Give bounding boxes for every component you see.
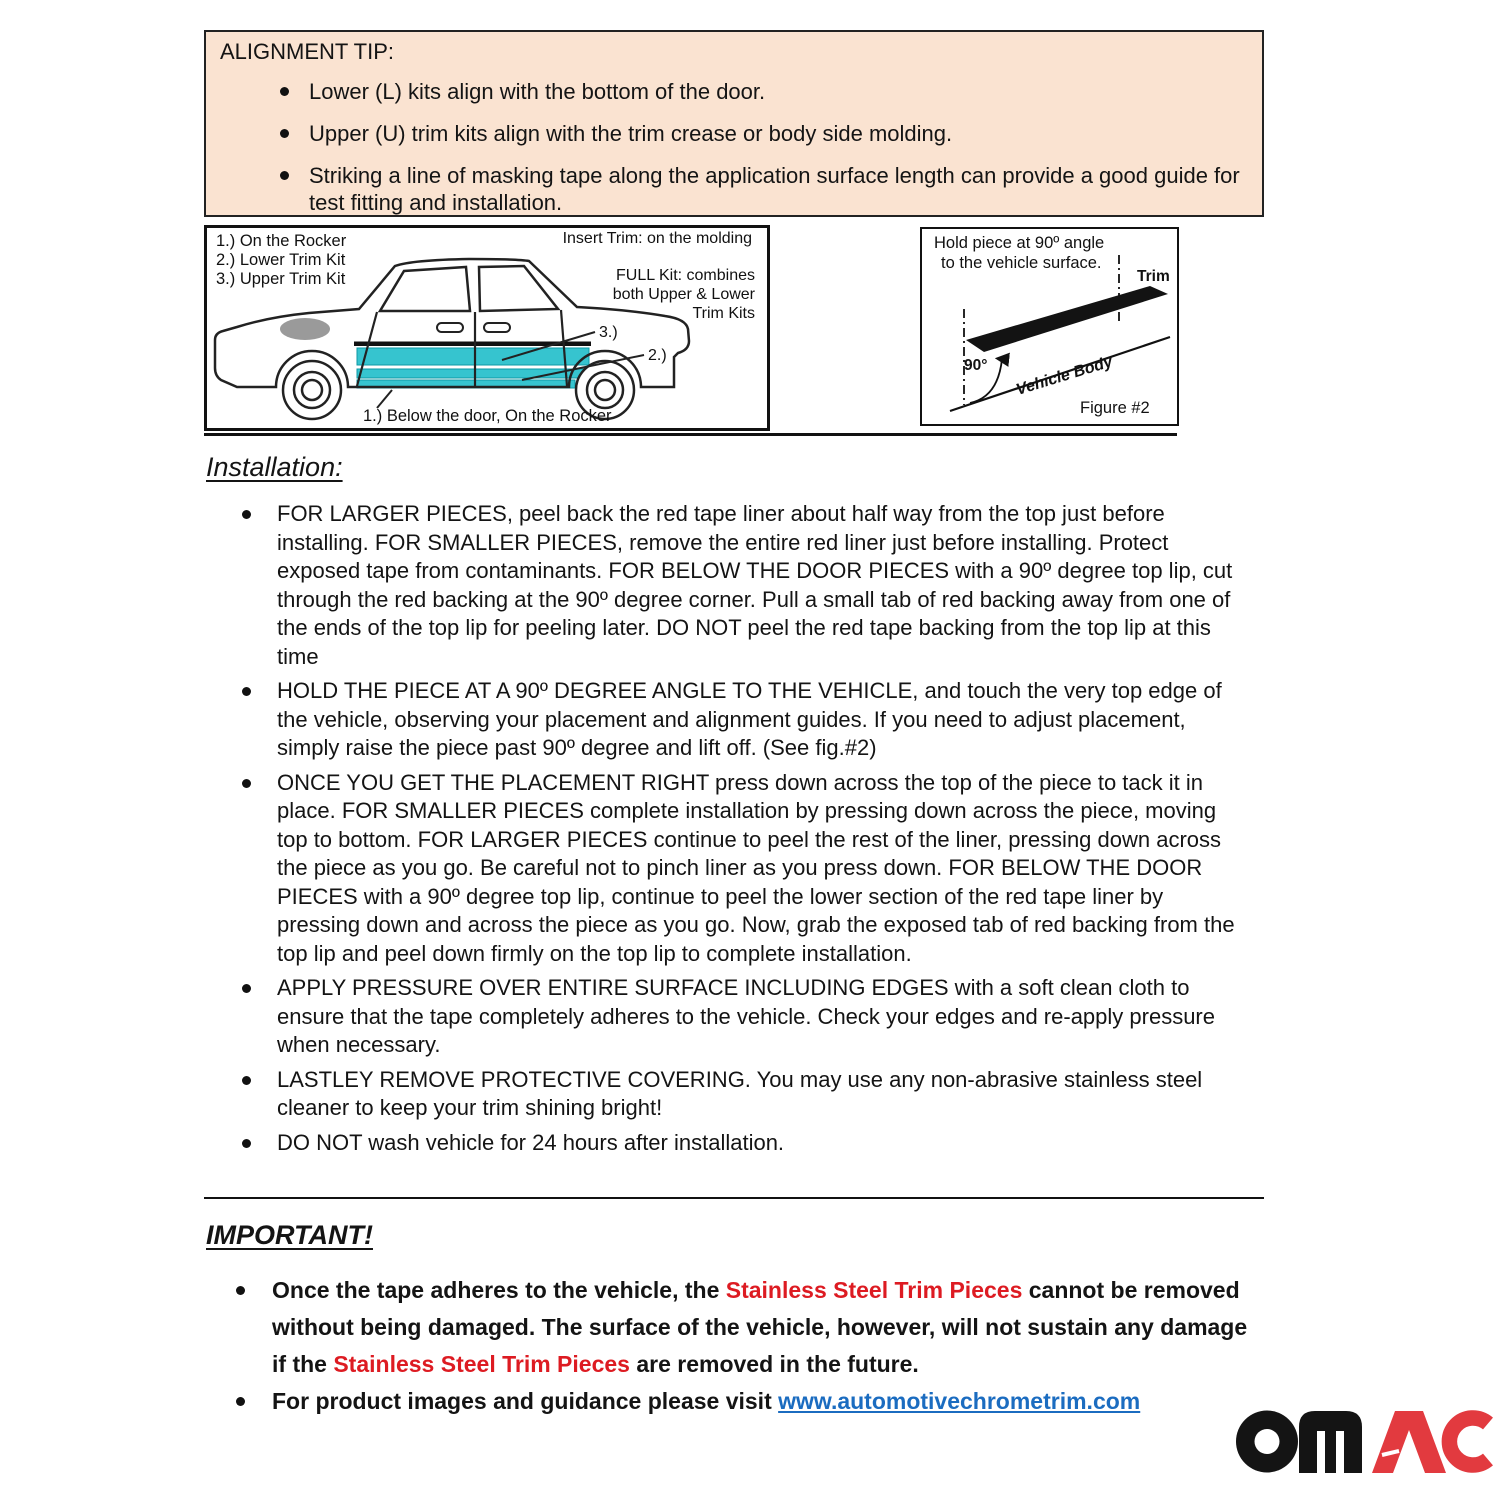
fender-mark [280,318,330,340]
figures-bottom-rule [204,433,1177,436]
installation-step: FOR LARGER PIECES, peel back the red tape liner about half way from the top just before installing. FOR SMALLER PIECES, remove the entire red liner just before installing. Protect exposed tape from contaminants. FOR BELOW THE DOOR PIECES with a 90º degree top lip, cut through the red backing at the 90º degree corner. Pull a small tab of red backing away from one of the ends of the top lip for peeling later. DO NOT peel the red tape backing from the top lip at this time [206,500,1252,671]
rear-window [479,266,558,311]
installation-step: DO NOT wash vehicle for 24 hours after installation. [206,1129,1252,1158]
figure-2-drawing [922,229,1177,424]
important-list [206,1272,1264,1420]
trim-pieces-highlight: Stainless Steel Trim Pieces [725,1277,1023,1303]
vehicle-body-label: Vehicle Body [1014,353,1115,399]
front-door-handle [437,323,463,332]
full-kit-label-line: Trim Kits [692,305,755,322]
logo-letter-c [1449,1418,1488,1465]
car-trim-drawing [207,228,767,428]
upper-trim-band [357,348,589,365]
important-heading: IMPORTANT! [206,1220,373,1250]
alignment-tip-item: Upper (U) trim kits align with the trim crease or body side molding. [272,120,1242,147]
lower-trim-callout: 2.) [648,347,667,364]
important-note [206,1383,1264,1420]
alignment-tip-list [220,78,1248,216]
figure2-caption-line: Hold piece at 90º angle [934,234,1105,252]
front-window [380,267,470,311]
trim-label: Trim [1137,268,1170,285]
omac-logo [1236,1410,1500,1473]
figure2-label: Figure #2 [1080,399,1150,417]
insert-trim-label: Insert Trim: on the molding [562,230,752,247]
section-divider [204,1197,1264,1199]
logo-letter-a [1372,1411,1446,1473]
alignment-tip-title: ALIGNMENT TIP: [220,39,395,64]
car-legend-line: 1.) On the Rocker [216,232,347,250]
logo-letter-m [1299,1411,1362,1473]
figure2-caption-line: to the vehicle surface. [941,254,1102,272]
alignment-tip-item: Lower (L) kits align with the bottom of the door. [272,78,1242,105]
car-legend-line: 2.) Lower Trim Kit [216,251,346,269]
full-kit-label-line: FULL Kit: combines [615,267,755,284]
important-note [206,1272,1264,1383]
installation-step: ONCE YOU GET THE PLACEMENT RIGHT press down across the top of the piece to tack it in place. FOR SMALLER PIECES complete installation by pressing down across the piece, moving top to bottom. FOR LARGER PIECES continue to peel the rest of the liner, pressing down across the piece as you go. Be careful not to pinch liner as you press down. FOR BELOW THE DOOR PIECES with a 90º degree top lip, continue to peel the lower section of the red tape liner by pressing down and across the piece as you go. Now, grab the exposed tab of red backing from the top lip and peel down firmly on the top lip to complete installation. [206,769,1252,969]
trim-piece-shape [966,286,1168,352]
important-note-text: cannot be removed without being damaged. The surface of the vehicle, however, will not sustain any damage if the [272,1277,1248,1377]
installation-step: LASTLEY REMOVE PROTECTIVE COVERING. You may use any non-abrasive stainless steel cleaner to keep your trim shining bright! [206,1066,1252,1123]
front-wheel [283,361,341,419]
installation-step: APPLY PRESSURE OVER ENTIRE SURFACE INCLUDING EDGES with a soft clean cloth to ensure that the tape completely adheres to the vehicle. Check your edges and re-apply pressure when necessary. [206,974,1252,1060]
important-note-text: are removed in the future. [629,1351,919,1377]
installation-heading: Installation: [206,452,343,482]
alignment-tip-box [204,30,1264,217]
rocker-note-label: 1.) Below the door, On the Rocker [363,407,612,425]
installation-step: HOLD THE PIECE AT A 90º DEGREE ANGLE TO THE VEHICLE, and touch the very top edge of the vehicle, observing your placement and alignment guides. If you need to adjust placement, simply raise the piece past 90º degree and lift off. (See fig.#2) [206,677,1252,763]
important-note-text: Once the tape adheres to the vehicle, the [272,1277,726,1303]
installation-list [206,500,1252,1163]
upper-trim-callout: 3.) [599,324,618,341]
important-note-text: For product images and guidance please visit [272,1388,779,1414]
omac-logo-icon [1236,1410,1500,1473]
trim-website-link[interactable]: www.automotivechrometrim.com [778,1388,1141,1414]
car-legend-line: 3.) Upper Trim Kit [216,270,346,288]
figure-2-diagram [920,227,1179,426]
rocker-leader-line [377,390,392,408]
full-kit-label-line: both Upper & Lower [612,286,755,303]
car-trim-diagram [204,225,770,431]
angle-label: 90° [964,357,988,374]
rear-door-handle [484,323,510,332]
trim-pieces-highlight: Stainless Steel Trim Pieces [333,1351,630,1377]
alignment-tip-item: Striking a line of masking tape along the application surface length can provide a good guide for test fitting and installation. [272,162,1242,216]
